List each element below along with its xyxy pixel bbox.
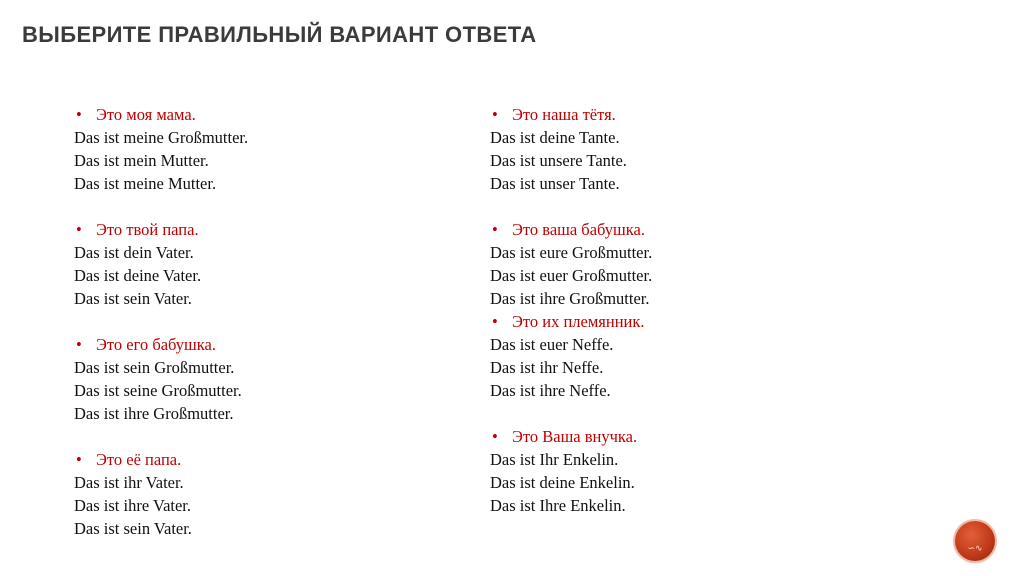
answer-option[interactable]: Das ist deine Enkelin. — [490, 473, 635, 492]
bullet-icon: • — [492, 105, 498, 124]
answer-option[interactable]: Das ist eure Großmutter. — [490, 243, 653, 262]
question-group — [490, 425, 910, 517]
answer-option[interactable]: Das ist seine Großmutter. — [74, 381, 242, 400]
bullet-icon: • — [76, 450, 82, 469]
slide-title: ВЫБЕРИТЕ ПРАВИЛЬНЫЙ ВАРИАНТ ОТВЕТА — [22, 22, 537, 47]
answer-option[interactable]: Das ist ihr Neffe. — [490, 358, 604, 377]
presentation-logo-icon[interactable] — [955, 521, 995, 561]
left-question-column — [74, 103, 494, 540]
bullet-icon: • — [76, 220, 82, 239]
question-line — [490, 218, 910, 241]
bullet-icon: • — [492, 427, 498, 446]
answer-option[interactable]: Das ist ihre Großmutter. — [74, 404, 234, 423]
answer-option[interactable]: Das ist ihre Vater. — [74, 496, 192, 515]
logo-mark: ∽∿ — [967, 544, 983, 554]
question-text: Это её папа. — [96, 450, 182, 469]
question-text: Это твой папа. — [96, 220, 199, 239]
question-line — [74, 333, 494, 356]
answer-option[interactable]: Das ist Ihr Enkelin. — [490, 450, 619, 469]
answer-option[interactable]: Das ist deine Tante. — [490, 128, 620, 147]
question-group — [490, 310, 910, 402]
answer-option[interactable]: Das ist deine Vater. — [74, 266, 202, 285]
question-group — [74, 218, 494, 310]
answer-option[interactable]: Das ist meine Großmutter. — [74, 128, 249, 147]
question-line — [74, 103, 494, 126]
question-group — [74, 333, 494, 425]
right-question-column — [490, 103, 910, 517]
question-text: Это наша тётя. — [512, 105, 616, 124]
question-group — [490, 218, 910, 310]
question-text: Это ваша бабушка. — [512, 220, 645, 239]
question-line — [490, 425, 910, 448]
question-text: Это моя мама. — [96, 105, 196, 124]
question-line — [74, 448, 494, 471]
answer-option[interactable]: Das ist sein Vater. — [74, 289, 192, 308]
bullet-icon: • — [76, 335, 82, 354]
question-text: Это Ваша внучка. — [512, 427, 638, 446]
answer-option[interactable]: Das ist ihr Vater. — [74, 473, 184, 492]
question-line — [490, 310, 910, 333]
bullet-icon: • — [492, 312, 498, 331]
bullet-icon: • — [76, 105, 82, 124]
question-text: Это его бабушка. — [96, 335, 216, 354]
question-group — [490, 103, 910, 195]
answer-option[interactable]: Das ist unser Tante. — [490, 174, 620, 193]
answer-option[interactable]: Das ist meine Mutter. — [74, 174, 217, 193]
question-line — [490, 103, 910, 126]
answer-option[interactable]: Das ist Ihre Enkelin. — [490, 496, 626, 515]
question-group — [74, 448, 494, 540]
bullet-icon: • — [492, 220, 498, 239]
question-group — [74, 103, 494, 195]
answer-option[interactable]: Das ist ihre Großmutter. — [490, 289, 650, 308]
answer-option[interactable]: Das ist unsere Tante. — [490, 151, 627, 170]
question-text: Это их племянник. — [512, 312, 645, 331]
answer-option[interactable]: Das ist dein Vater. — [74, 243, 194, 262]
answer-option[interactable]: Das ist sein Vater. — [74, 519, 192, 538]
question-line — [74, 218, 494, 241]
answer-option[interactable]: Das ist euer Großmutter. — [490, 266, 653, 285]
answer-option[interactable]: Das ist mein Mutter. — [74, 151, 209, 170]
answer-option[interactable]: Das ist sein Großmutter. — [74, 358, 235, 377]
answer-option[interactable]: Das ist ihre Neffe. — [490, 381, 611, 400]
answer-option[interactable]: Das ist euer Neffe. — [490, 335, 614, 354]
